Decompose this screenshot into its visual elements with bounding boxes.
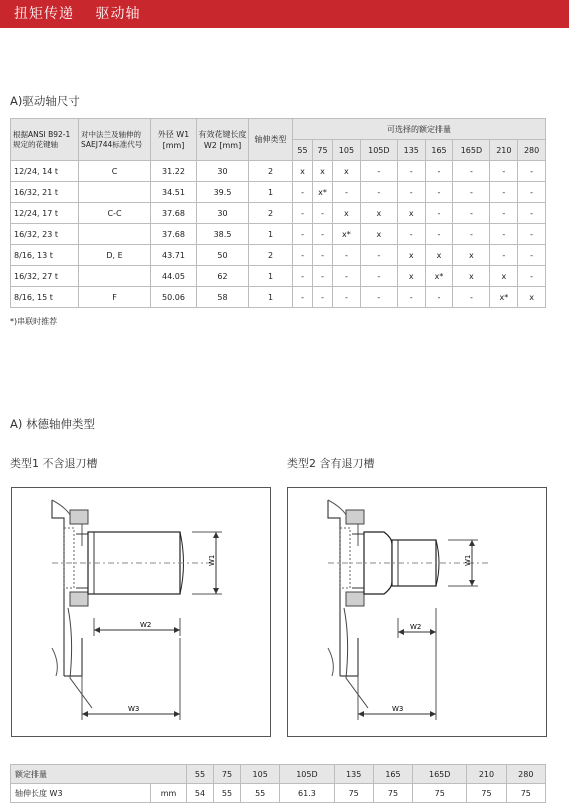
spline-cell: 16/32, 21 t	[11, 182, 79, 203]
availability-cell: -	[490, 182, 518, 203]
dim-w3-label: W3	[128, 705, 140, 713]
availability-cell: -	[333, 287, 361, 308]
length-cell: 50	[197, 245, 249, 266]
availability-cell: x*	[490, 287, 518, 308]
w3-cell: 75	[334, 784, 373, 803]
flange-cell: F	[79, 287, 151, 308]
flange-cell	[79, 182, 151, 203]
availability-cell: -	[360, 287, 397, 308]
availability-cell: x	[397, 266, 425, 287]
availability-cell: x	[518, 287, 546, 308]
availability-cell: x	[333, 203, 361, 224]
table-row	[11, 224, 546, 245]
row-label-w3: 轴伸长度 W3	[11, 784, 151, 803]
disp-cell: 165	[373, 765, 412, 784]
col-length-header: 有效花键长度 W2 [mm]	[197, 119, 249, 161]
disp-cell: 165D	[413, 765, 467, 784]
availability-cell: -	[425, 182, 453, 203]
availability-cell: -	[293, 203, 313, 224]
spline-cell: 8/16, 13 t	[11, 245, 79, 266]
disp-cell: 55	[187, 765, 214, 784]
flange-cell: C-C	[79, 203, 151, 224]
availability-cell: -	[453, 182, 490, 203]
availability-cell: x	[453, 266, 490, 287]
dim-w2-label: W2	[140, 621, 152, 629]
availability-cell: -	[293, 224, 313, 245]
availability-cell: -	[360, 245, 397, 266]
disp-header-165: 165	[425, 140, 453, 161]
availability-cell: x	[453, 245, 490, 266]
availability-cell: -	[333, 266, 361, 287]
unit-cell: mm	[151, 784, 187, 803]
disp-header-105D: 105D	[360, 140, 397, 161]
availability-cell: -	[293, 287, 313, 308]
flange-cell: C	[79, 161, 151, 182]
availability-cell: -	[360, 161, 397, 182]
spline-cell: 16/32, 27 t	[11, 266, 79, 287]
availability-cell: -	[313, 203, 333, 224]
type-cell: 1	[249, 287, 293, 308]
availability-cell: -	[397, 224, 425, 245]
w3-row	[11, 784, 546, 803]
availability-cell: -	[518, 203, 546, 224]
length-cell: 38.5	[197, 224, 249, 245]
displacement-row	[11, 765, 546, 784]
availability-cell: x	[425, 245, 453, 266]
header-title-2: 驱动轴	[95, 6, 141, 22]
disp-header-210: 210	[490, 140, 518, 161]
type-cell: 2	[249, 161, 293, 182]
w3-cell: 75	[467, 784, 506, 803]
type2-diagram	[287, 487, 547, 737]
disp-cell: 135	[334, 765, 373, 784]
availability-cell: -	[293, 266, 313, 287]
disp-header-105: 105	[333, 140, 361, 161]
dim-w1-label-2: W1	[464, 554, 472, 566]
availability-cell: -	[333, 182, 361, 203]
availability-cell: -	[518, 182, 546, 203]
od-cell: 37.68	[151, 224, 197, 245]
od-cell: 43.71	[151, 245, 197, 266]
col-flange-header: 对中法兰及轴伸的SAEJ744标准代号	[79, 119, 151, 161]
availability-cell: -	[313, 287, 333, 308]
type2-drawing	[288, 488, 546, 736]
w3-cell: 61.3	[280, 784, 334, 803]
availability-cell: -	[293, 182, 313, 203]
availability-cell: -	[397, 161, 425, 182]
length-cell: 39.5	[197, 182, 249, 203]
spline-cell: 8/16, 15 t	[11, 287, 79, 308]
disp-cell: 105D	[280, 765, 334, 784]
w3-cell: 55	[241, 784, 280, 803]
type1-drawing	[12, 488, 270, 736]
availability-cell: -	[397, 287, 425, 308]
spline-cell: 16/32, 23 t	[11, 224, 79, 245]
availability-cell: -	[490, 161, 518, 182]
availability-cell: -	[453, 161, 490, 182]
type1-label: 类型1 不含退刀槽	[10, 457, 98, 470]
availability-cell: -	[313, 224, 333, 245]
type2-label: 类型2 含有退刀槽	[287, 457, 375, 470]
table-row	[11, 245, 546, 266]
table-row	[11, 203, 546, 224]
availability-cell: -	[518, 245, 546, 266]
availability-cell: -	[333, 245, 361, 266]
availability-cell: -	[453, 224, 490, 245]
availability-cell: -	[313, 245, 333, 266]
disp-cell: 280	[506, 765, 545, 784]
col-spline-header: 根据ANSI B92-1规定的花键轴	[11, 119, 79, 161]
flange-cell	[79, 224, 151, 245]
length-cell: 58	[197, 287, 249, 308]
availability-cell: -	[518, 224, 546, 245]
availability-cell: x	[360, 224, 397, 245]
footnote: *)串联时推荐	[10, 317, 58, 326]
spline-cell: 12/24, 17 t	[11, 203, 79, 224]
availability-cell: x*	[313, 182, 333, 203]
availability-cell: -	[425, 203, 453, 224]
w3-cell: 55	[214, 784, 241, 803]
disp-header-135: 135	[397, 140, 425, 161]
availability-cell: x*	[425, 266, 453, 287]
shaft-length-table	[10, 764, 546, 803]
availability-cell: -	[313, 266, 333, 287]
type-cell: 1	[249, 182, 293, 203]
table-row	[11, 182, 546, 203]
row-label-displacement: 额定排量	[11, 765, 187, 784]
availability-cell: x	[397, 245, 425, 266]
availability-cell: -	[518, 266, 546, 287]
section-a-title: A)驱动轴尺寸	[10, 94, 80, 108]
availability-cell: -	[490, 203, 518, 224]
spline-cell: 12/24, 14 t	[11, 161, 79, 182]
type-cell: 2	[249, 245, 293, 266]
availability-cell: x*	[333, 224, 361, 245]
availability-cell: -	[453, 287, 490, 308]
dim-w2-label-2: W2	[410, 623, 422, 631]
col-displacement-header: 可选择的额定排量	[293, 119, 546, 140]
availability-cell: -	[425, 287, 453, 308]
availability-cell: -	[490, 245, 518, 266]
table-row	[11, 287, 546, 308]
disp-cell: 75	[214, 765, 241, 784]
col-od-header: 外径 W1 [mm]	[151, 119, 197, 161]
od-cell: 34.51	[151, 182, 197, 203]
header-title-1: 扭矩传递	[14, 6, 74, 22]
disp-header-75: 75	[313, 140, 333, 161]
section-b-title: A) 林德轴伸类型	[10, 417, 96, 431]
availability-cell: -	[518, 161, 546, 182]
length-cell: 30	[197, 161, 249, 182]
flange-cell	[79, 266, 151, 287]
availability-cell: -	[397, 182, 425, 203]
disp-header-280: 280	[518, 140, 546, 161]
dim-w3-label-2: W3	[392, 705, 404, 713]
table-row	[11, 161, 546, 182]
flange-cell: D, E	[79, 245, 151, 266]
availability-cell: x	[360, 203, 397, 224]
w3-cell: 75	[373, 784, 412, 803]
availability-cell: -	[490, 224, 518, 245]
disp-header-165D: 165D	[453, 140, 490, 161]
table-row	[11, 266, 546, 287]
page-header	[0, 0, 569, 28]
type1-diagram	[11, 487, 271, 737]
od-cell: 31.22	[151, 161, 197, 182]
availability-cell: x	[293, 161, 313, 182]
disp-cell: 105	[241, 765, 280, 784]
availability-cell: x	[397, 203, 425, 224]
availability-cell: -	[453, 203, 490, 224]
w3-cell: 75	[506, 784, 545, 803]
availability-cell: -	[293, 245, 313, 266]
type-cell: 2	[249, 203, 293, 224]
availability-cell: -	[425, 161, 453, 182]
type-cell: 1	[249, 266, 293, 287]
availability-cell: -	[425, 224, 453, 245]
availability-cell: x	[333, 161, 361, 182]
disp-cell: 210	[467, 765, 506, 784]
od-cell: 44.05	[151, 266, 197, 287]
length-cell: 30	[197, 203, 249, 224]
availability-cell: x	[490, 266, 518, 287]
availability-cell: -	[360, 266, 397, 287]
w3-cell: 54	[187, 784, 214, 803]
disp-header-55: 55	[293, 140, 313, 161]
availability-cell: -	[360, 182, 397, 203]
dim-w1-label: W1	[208, 554, 216, 566]
drive-shaft-table	[10, 118, 546, 308]
od-cell: 50.06	[151, 287, 197, 308]
od-cell: 37.68	[151, 203, 197, 224]
w3-cell: 75	[413, 784, 467, 803]
col-type-header: 轴伸类型	[249, 119, 293, 161]
length-cell: 62	[197, 266, 249, 287]
type-cell: 1	[249, 224, 293, 245]
availability-cell: x	[313, 161, 333, 182]
